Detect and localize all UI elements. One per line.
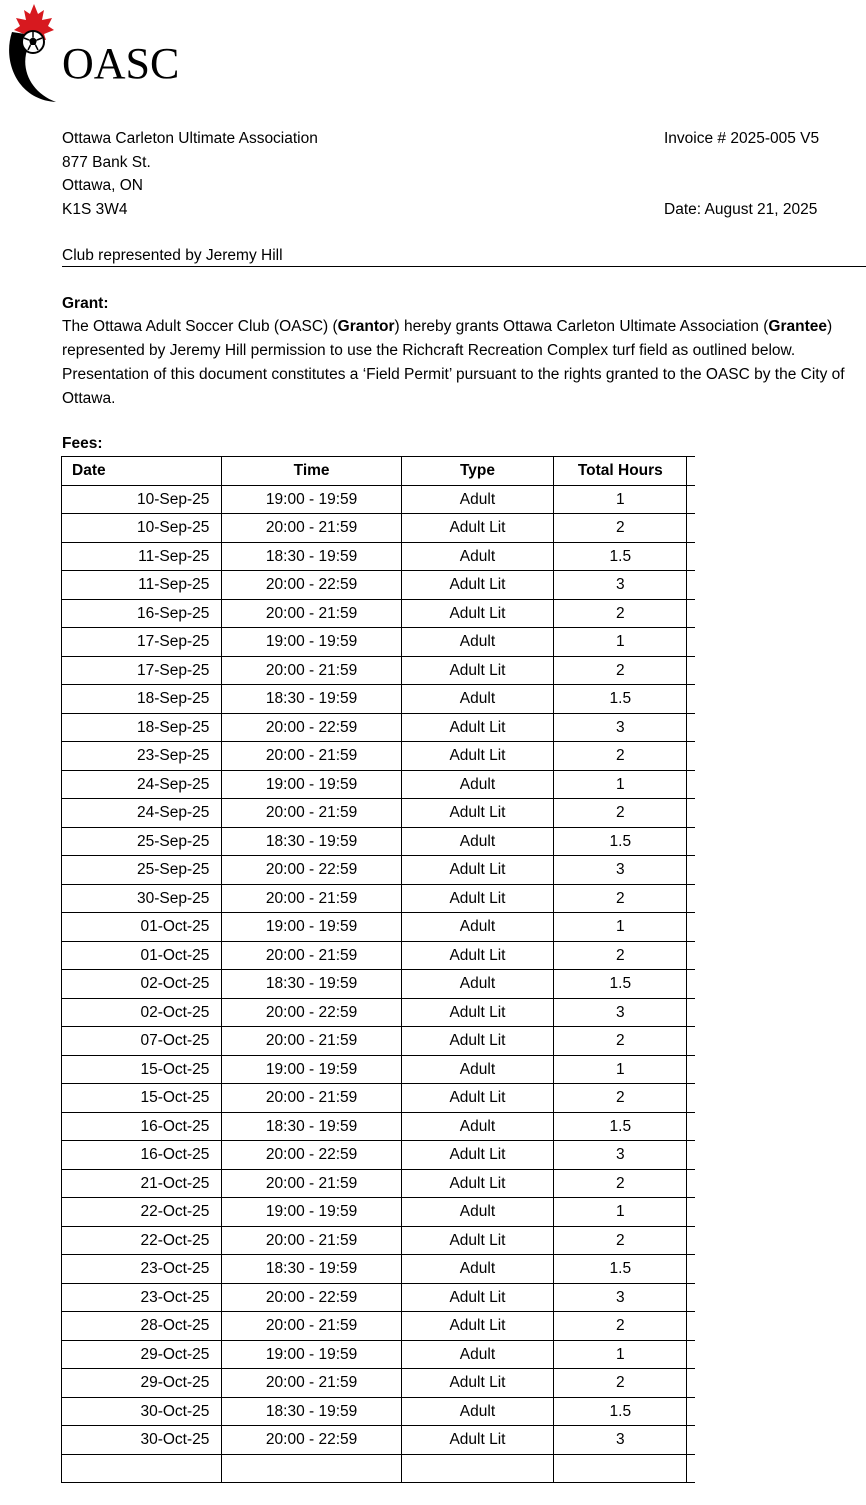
cell-total-hours: 1 (554, 913, 687, 942)
cell-extra (687, 770, 695, 799)
table-row (62, 1369, 696, 1398)
cell-time: 19:00 - 19:59 (222, 485, 401, 514)
cell-total-hours: 1.5 (554, 827, 687, 856)
cell-total-hours: 1.5 (554, 970, 687, 999)
cell-total-hours: 3 (554, 1426, 687, 1455)
cell-time: 20:00 - 22:59 (222, 571, 401, 600)
cell-date: 23-Oct-25 (62, 1255, 222, 1284)
table-row (62, 856, 696, 885)
invoice-date: Date: August 21, 2025 (664, 201, 818, 218)
table-row (62, 742, 696, 771)
cell-date: 15-Oct-25 (62, 1055, 222, 1084)
cell-type: Adult Lit (401, 514, 553, 543)
cell-extra (687, 628, 695, 657)
org-postal: K1S 3W4 (62, 200, 128, 218)
table-row (62, 514, 696, 543)
table-row (62, 1454, 696, 1483)
cell-date: 30-Sep-25 (62, 884, 222, 913)
oasc-logo (4, 2, 180, 108)
cell-time: 20:00 - 22:59 (222, 1426, 401, 1455)
grant-text: The Ottawa Adult Soccer Club (OASC) ( (62, 318, 338, 335)
table-row (62, 998, 696, 1027)
cell-date: 25-Sep-25 (62, 856, 222, 885)
table-row (62, 941, 696, 970)
cell-total-hours: 2 (554, 941, 687, 970)
cell-total-hours: 3 (554, 1283, 687, 1312)
cell-time: 20:00 - 21:59 (222, 799, 401, 828)
cell-type: Adult (401, 628, 553, 657)
cell-total-hours: 2 (554, 1369, 687, 1398)
cell-time: 19:00 - 19:59 (222, 770, 401, 799)
grant-text: ) represented by Jeremy Hill permission to use the Richcraft Recreation Complex turf field as outlined below. Presentation of this document constitutes a ‘Field Permit’ pursuant to the rights granted to the OASC by the City of Ottawa. (62, 318, 845, 407)
cell-type: Adult (401, 970, 553, 999)
cell-total-hours: 1 (554, 485, 687, 514)
table-row (62, 913, 696, 942)
cell-time: 20:00 - 22:59 (222, 1283, 401, 1312)
cell-time: 18:30 - 19:59 (222, 970, 401, 999)
cell-extra (687, 799, 695, 828)
cell-extra (687, 1226, 695, 1255)
cell-date: 02-Oct-25 (62, 998, 222, 1027)
cell-date: 23-Sep-25 (62, 742, 222, 771)
cell-total-hours: 2 (554, 1312, 687, 1341)
cell-time: 18:30 - 19:59 (222, 827, 401, 856)
cell-type: Adult Lit (401, 1283, 553, 1312)
cell-total-hours: 2 (554, 1169, 687, 1198)
cell-time: 20:00 - 21:59 (222, 941, 401, 970)
cell-extra (687, 685, 695, 714)
cell-extra (687, 941, 695, 970)
cell-total-hours: 1 (554, 1198, 687, 1227)
cell-type: Adult Lit (401, 1084, 553, 1113)
cell-date: 11-Sep-25 (62, 571, 222, 600)
cell-extra (687, 1169, 695, 1198)
cell-time: 20:00 - 22:59 (222, 713, 401, 742)
cell-time: 19:00 - 19:59 (222, 628, 401, 657)
cell-type: Adult (401, 1112, 553, 1141)
cell-extra (687, 1112, 695, 1141)
cell-date: 01-Oct-25 (62, 941, 222, 970)
cell-total-hours: 1.5 (554, 1255, 687, 1284)
cell-extra (687, 571, 695, 600)
cell-time: 20:00 - 22:59 (222, 856, 401, 885)
cell-type: Adult (401, 913, 553, 942)
cell-extra (687, 1397, 695, 1426)
cell-date: 16-Sep-25 (62, 599, 222, 628)
cell-type: Adult (401, 685, 553, 714)
cell-total-hours: 1.5 (554, 685, 687, 714)
cell-time: 18:30 - 19:59 (222, 685, 401, 714)
cell-time: 20:00 - 22:59 (222, 998, 401, 1027)
table-row (62, 571, 696, 600)
cell-time: 20:00 - 21:59 (222, 514, 401, 543)
table-row (62, 599, 696, 628)
cell-time: 20:00 - 21:59 (222, 1027, 401, 1056)
cell-extra (687, 1055, 695, 1084)
table-row (62, 770, 696, 799)
cell-type: Adult Lit (401, 1312, 553, 1341)
column-header-total-hours: Total Hours (554, 457, 687, 486)
cell-extra (687, 1454, 695, 1483)
grant-heading: Grant: (62, 295, 109, 312)
cell-type (401, 1454, 553, 1483)
table-row (62, 1027, 696, 1056)
organization-address (62, 127, 318, 221)
cell-time: 19:00 - 19:59 (222, 913, 401, 942)
org-name: Ottawa Carleton Ultimate Association (62, 130, 318, 147)
cell-date: 24-Sep-25 (62, 770, 222, 799)
cell-type: Adult Lit (401, 742, 553, 771)
cell-time: 18:30 - 19:59 (222, 1255, 401, 1284)
cell-time: 20:00 - 21:59 (222, 1312, 401, 1341)
cell-type: Adult Lit (401, 571, 553, 600)
cell-extra (687, 742, 695, 771)
table-row (62, 1312, 696, 1341)
cell-date: 24-Sep-25 (62, 799, 222, 828)
cell-type: Adult Lit (401, 941, 553, 970)
cell-type: Adult (401, 1340, 553, 1369)
cell-total-hours: 2 (554, 799, 687, 828)
grant-text: ) hereby grants Ottawa Carleton Ultimate Association ( (394, 318, 769, 335)
cell-type: Adult Lit (401, 1426, 553, 1455)
table-row (62, 1198, 696, 1227)
table-row (62, 884, 696, 913)
table-row (62, 713, 696, 742)
column-header-extra (687, 457, 695, 486)
table-header-row (62, 457, 696, 486)
cell-total-hours: 2 (554, 1027, 687, 1056)
cell-extra (687, 656, 695, 685)
fees-heading: Fees: (62, 435, 103, 452)
cell-time (222, 1454, 401, 1483)
cell-extra (687, 1312, 695, 1341)
cell-total-hours: 1 (554, 1340, 687, 1369)
table-row (62, 685, 696, 714)
cell-time: 20:00 - 21:59 (222, 1084, 401, 1113)
table-row (62, 827, 696, 856)
cell-type: Adult Lit (401, 998, 553, 1027)
divider (62, 266, 866, 267)
cell-date: 18-Sep-25 (62, 685, 222, 714)
table-row (62, 1084, 696, 1113)
cell-type: Adult (401, 1198, 553, 1227)
cell-date: 30-Oct-25 (62, 1397, 222, 1426)
table-row (62, 799, 696, 828)
cell-extra (687, 913, 695, 942)
cell-total-hours: 2 (554, 599, 687, 628)
cell-extra (687, 713, 695, 742)
cell-type: Adult Lit (401, 599, 553, 628)
cell-date: 11-Sep-25 (62, 542, 222, 571)
cell-date: 17-Sep-25 (62, 628, 222, 657)
cell-total-hours: 2 (554, 656, 687, 685)
column-header-type: Type (401, 457, 553, 486)
cell-type: Adult (401, 770, 553, 799)
table-row (62, 1426, 696, 1455)
org-city: Ottawa, ON (62, 177, 143, 194)
maple-ball-icon (4, 2, 64, 108)
cell-total-hours: 1.5 (554, 1397, 687, 1426)
cell-total-hours: 3 (554, 998, 687, 1027)
cell-extra (687, 970, 695, 999)
table-row (62, 1397, 696, 1426)
cell-time: 18:30 - 19:59 (222, 1397, 401, 1426)
cell-type: Adult Lit (401, 856, 553, 885)
table-row (62, 1141, 696, 1170)
cell-total-hours: 1.5 (554, 1112, 687, 1141)
table-row (62, 1340, 696, 1369)
cell-time: 20:00 - 21:59 (222, 1169, 401, 1198)
cell-total-hours: 1.5 (554, 542, 687, 571)
cell-time: 18:30 - 19:59 (222, 1112, 401, 1141)
column-header-date: Date (62, 457, 222, 486)
cell-type: Adult (401, 827, 553, 856)
cell-type: Adult Lit (401, 884, 553, 913)
cell-date: 22-Oct-25 (62, 1198, 222, 1227)
cell-type: Adult (401, 485, 553, 514)
grant-paragraph (62, 315, 862, 411)
cell-time: 20:00 - 22:59 (222, 1141, 401, 1170)
cell-date: 23-Oct-25 (62, 1283, 222, 1312)
table-row (62, 1226, 696, 1255)
cell-total-hours (554, 1454, 687, 1483)
table-row (62, 485, 696, 514)
cell-extra (687, 884, 695, 913)
cell-total-hours: 3 (554, 571, 687, 600)
cell-total-hours: 2 (554, 1226, 687, 1255)
cell-date: 16-Oct-25 (62, 1112, 222, 1141)
table-row (62, 1112, 696, 1141)
table-row (62, 1255, 696, 1284)
cell-date: 10-Sep-25 (62, 514, 222, 543)
table-row (62, 1169, 696, 1198)
cell-extra (687, 542, 695, 571)
invoice-number: Invoice # 2025-005 V5 (664, 130, 820, 147)
cell-extra (687, 514, 695, 543)
cell-extra (687, 1198, 695, 1227)
grantor-term: Grantor (337, 318, 395, 335)
cell-type: Adult Lit (401, 656, 553, 685)
cell-time: 19:00 - 19:59 (222, 1198, 401, 1227)
cell-extra (687, 1369, 695, 1398)
cell-type: Adult Lit (401, 1169, 553, 1198)
cell-total-hours: 3 (554, 713, 687, 742)
column-header-time: Time (222, 457, 401, 486)
table-row (62, 970, 696, 999)
cell-time: 20:00 - 21:59 (222, 1226, 401, 1255)
cell-type: Adult Lit (401, 1141, 553, 1170)
cell-total-hours: 3 (554, 856, 687, 885)
cell-extra (687, 998, 695, 1027)
cell-date: 16-Oct-25 (62, 1141, 222, 1170)
cell-time: 20:00 - 21:59 (222, 656, 401, 685)
club-representative: Club represented by Jeremy Hill (62, 247, 283, 264)
cell-total-hours: 1 (554, 770, 687, 799)
table-row (62, 542, 696, 571)
cell-total-hours: 1 (554, 1055, 687, 1084)
cell-time: 19:00 - 19:59 (222, 1340, 401, 1369)
cell-time: 20:00 - 21:59 (222, 884, 401, 913)
grantee-term: Grantee (768, 318, 827, 335)
logo-wordmark: OASC (62, 39, 180, 88)
table-row (62, 628, 696, 657)
cell-total-hours: 3 (554, 1141, 687, 1170)
cell-extra (687, 1255, 695, 1284)
cell-extra (687, 827, 695, 856)
cell-date: 28-Oct-25 (62, 1312, 222, 1341)
cell-total-hours: 2 (554, 742, 687, 771)
cell-extra (687, 1141, 695, 1170)
cell-type: Adult Lit (401, 1369, 553, 1398)
cell-time: 20:00 - 21:59 (222, 599, 401, 628)
cell-total-hours: 2 (554, 514, 687, 543)
cell-date: 18-Sep-25 (62, 713, 222, 742)
cell-type: Adult Lit (401, 713, 553, 742)
cell-date: 02-Oct-25 (62, 970, 222, 999)
cell-extra (687, 1084, 695, 1113)
cell-date: 15-Oct-25 (62, 1084, 222, 1113)
cell-time: 19:00 - 19:59 (222, 1055, 401, 1084)
cell-type: Adult Lit (401, 1027, 553, 1056)
cell-date: 25-Sep-25 (62, 827, 222, 856)
cell-date: 29-Oct-25 (62, 1340, 222, 1369)
cell-extra (687, 1027, 695, 1056)
cell-extra (687, 485, 695, 514)
cell-date (62, 1454, 222, 1483)
cell-extra (687, 599, 695, 628)
table-row (62, 1055, 696, 1084)
cell-type: Adult (401, 1055, 553, 1084)
cell-type: Adult Lit (401, 799, 553, 828)
cell-time: 20:00 - 21:59 (222, 1369, 401, 1398)
cell-extra (687, 1340, 695, 1369)
cell-date: 07-Oct-25 (62, 1027, 222, 1056)
cell-type: Adult (401, 1255, 553, 1284)
cell-date: 22-Oct-25 (62, 1226, 222, 1255)
cell-date: 29-Oct-25 (62, 1369, 222, 1398)
cell-type: Adult (401, 542, 553, 571)
cell-total-hours: 1 (554, 628, 687, 657)
cell-date: 21-Oct-25 (62, 1169, 222, 1198)
cell-time: 20:00 - 21:59 (222, 742, 401, 771)
cell-date: 10-Sep-25 (62, 485, 222, 514)
cell-date: 30-Oct-25 (62, 1426, 222, 1455)
cell-type: Adult (401, 1397, 553, 1426)
cell-date: 17-Sep-25 (62, 656, 222, 685)
cell-extra (687, 856, 695, 885)
cell-date: 01-Oct-25 (62, 913, 222, 942)
org-address-line: 877 Bank St. (62, 153, 151, 171)
cell-total-hours: 2 (554, 1084, 687, 1113)
cell-type: Adult Lit (401, 1226, 553, 1255)
cell-total-hours: 2 (554, 884, 687, 913)
fees-table (61, 456, 695, 1483)
table-row (62, 656, 696, 685)
cell-extra (687, 1283, 695, 1312)
cell-time: 18:30 - 19:59 (222, 542, 401, 571)
cell-extra (687, 1426, 695, 1455)
table-row (62, 1283, 696, 1312)
